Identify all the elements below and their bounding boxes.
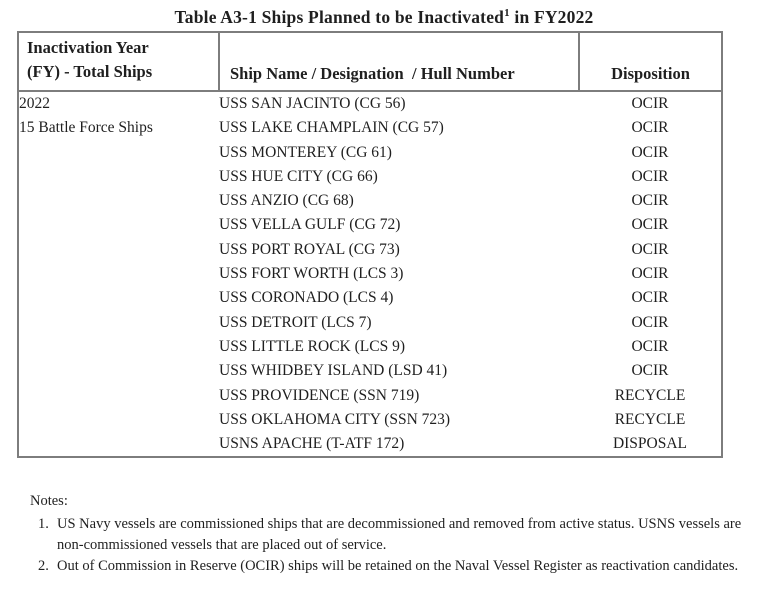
note-number: 1. bbox=[38, 516, 49, 533]
total-ships-cell: 15 Battle Force Ships bbox=[19, 119, 153, 137]
header-ship-name: Ship Name / Designation / Hull Number bbox=[219, 32, 579, 91]
year-column-empty-cell bbox=[18, 189, 219, 213]
disposition-cell: OCIR bbox=[631, 289, 669, 307]
ship-name-cell: USS FORT WORTH (LCS 3) bbox=[219, 265, 404, 283]
disposition-cell: OCIR bbox=[631, 362, 669, 380]
ship-name-cell: USS ANZIO (CG 68) bbox=[219, 192, 354, 210]
ship-name-cell: USS VELLA GULF (CG 72) bbox=[219, 216, 401, 234]
disposition-cell: OCIR bbox=[631, 337, 669, 355]
year-column-empty-cell bbox=[18, 213, 219, 237]
note-text: US Navy vessels are commissioned ships that are decommissioned and removed from active status. USNS vessels are non-commissioned vessels that are placed out of service. bbox=[57, 516, 742, 554]
year-column-empty-cell bbox=[18, 165, 219, 189]
year-column-empty-cell bbox=[18, 408, 219, 432]
ship-name-cell: USS HUE CITY (CG 66) bbox=[219, 167, 378, 185]
ship-name-cell: USS SAN JACINTO (CG 56) bbox=[219, 95, 406, 112]
table-row bbox=[18, 116, 722, 140]
disposition-cell: OCIR bbox=[631, 95, 669, 112]
disposition-cell: DISPOSAL bbox=[612, 435, 688, 453]
ships-table bbox=[17, 31, 723, 458]
ship-name-cell: USS LAKE CHAMPLAIN (CG 57) bbox=[219, 119, 444, 137]
disposition-cell: OCIR bbox=[631, 216, 669, 234]
table-title-text: Table A3-1 Ships Planned to be Inactivated bbox=[174, 7, 505, 27]
table-row bbox=[18, 432, 722, 457]
year-column-empty-cell bbox=[18, 335, 219, 359]
notes-label: Notes: bbox=[30, 493, 68, 510]
notes-section bbox=[30, 491, 752, 577]
ship-name-cell: USS WHIDBEY ISLAND (LSD 41) bbox=[219, 362, 448, 380]
year-column-empty-cell bbox=[18, 359, 219, 383]
table-row bbox=[18, 311, 722, 335]
disposition-cell: OCIR bbox=[631, 313, 669, 331]
disposition-cell: OCIR bbox=[631, 192, 669, 210]
ship-name-cell: USS CORONADO (LCS 4) bbox=[219, 289, 394, 307]
header-inactivation-year-line1: Inactivation Year bbox=[27, 38, 149, 57]
ship-name-cell: USS MONTEREY (CG 61) bbox=[219, 143, 392, 161]
table-row bbox=[18, 262, 722, 286]
year-column-empty-cell bbox=[18, 262, 219, 286]
table-header bbox=[18, 32, 722, 91]
table-row bbox=[18, 165, 722, 189]
ship-name-cell: USS PORT ROYAL (CG 73) bbox=[219, 240, 400, 258]
header-inactivation-year bbox=[18, 32, 219, 91]
disposition-cell: OCIR bbox=[631, 143, 669, 161]
disposition-cell: OCIR bbox=[631, 265, 669, 283]
header-disposition: Disposition bbox=[579, 32, 722, 91]
year-column-empty-cell bbox=[18, 384, 219, 408]
table-body bbox=[18, 91, 722, 457]
table-title bbox=[0, 0, 768, 28]
ship-name-cell: USS OKLAHOMA CITY (SSN 723) bbox=[219, 410, 451, 428]
ship-name-cell: USS PROVIDENCE (SSN 719) bbox=[219, 386, 420, 404]
note-number: 2. bbox=[38, 558, 49, 575]
table-row bbox=[18, 408, 722, 432]
table-row bbox=[18, 286, 722, 310]
table-title-suffix: in FY2022 bbox=[509, 7, 594, 27]
note-item-1 bbox=[30, 514, 752, 556]
disposition-cell: OCIR bbox=[631, 119, 669, 137]
year-cell: 2022 bbox=[19, 95, 50, 112]
footnote-marker: 1 bbox=[504, 7, 510, 20]
note-text: Out of Commission in Reserve (OCIR) ships will be retained on the Naval Vessel Register as reactivation candidates. bbox=[57, 558, 739, 575]
header-row bbox=[18, 32, 722, 91]
table-row bbox=[18, 141, 722, 165]
year-column-empty-cell bbox=[18, 432, 219, 457]
table-row bbox=[18, 91, 722, 116]
header-inactivation-year-line2: (FY) - Total Ships bbox=[27, 62, 153, 81]
table-row bbox=[18, 335, 722, 359]
ship-name-cell: USS DETROIT (LCS 7) bbox=[219, 313, 372, 331]
disposition-cell: OCIR bbox=[631, 240, 669, 258]
table-row bbox=[18, 238, 722, 262]
year-column-empty-cell bbox=[18, 141, 219, 165]
disposition-cell: RECYCLE bbox=[614, 386, 686, 404]
table-row bbox=[18, 359, 722, 383]
ship-name-cell: USS LITTLE ROCK (LCS 9) bbox=[219, 337, 405, 355]
year-column-empty-cell bbox=[18, 238, 219, 262]
table-row bbox=[18, 189, 722, 213]
year-column-empty-cell bbox=[18, 286, 219, 310]
disposition-cell: RECYCLE bbox=[614, 410, 686, 428]
note-item-2 bbox=[30, 556, 752, 577]
ship-name-cell: USNS APACHE (T-ATF 172) bbox=[219, 435, 405, 453]
table-row bbox=[18, 384, 722, 408]
disposition-cell: OCIR bbox=[631, 167, 669, 185]
year-column-empty-cell bbox=[18, 311, 219, 335]
table-row bbox=[18, 213, 722, 237]
